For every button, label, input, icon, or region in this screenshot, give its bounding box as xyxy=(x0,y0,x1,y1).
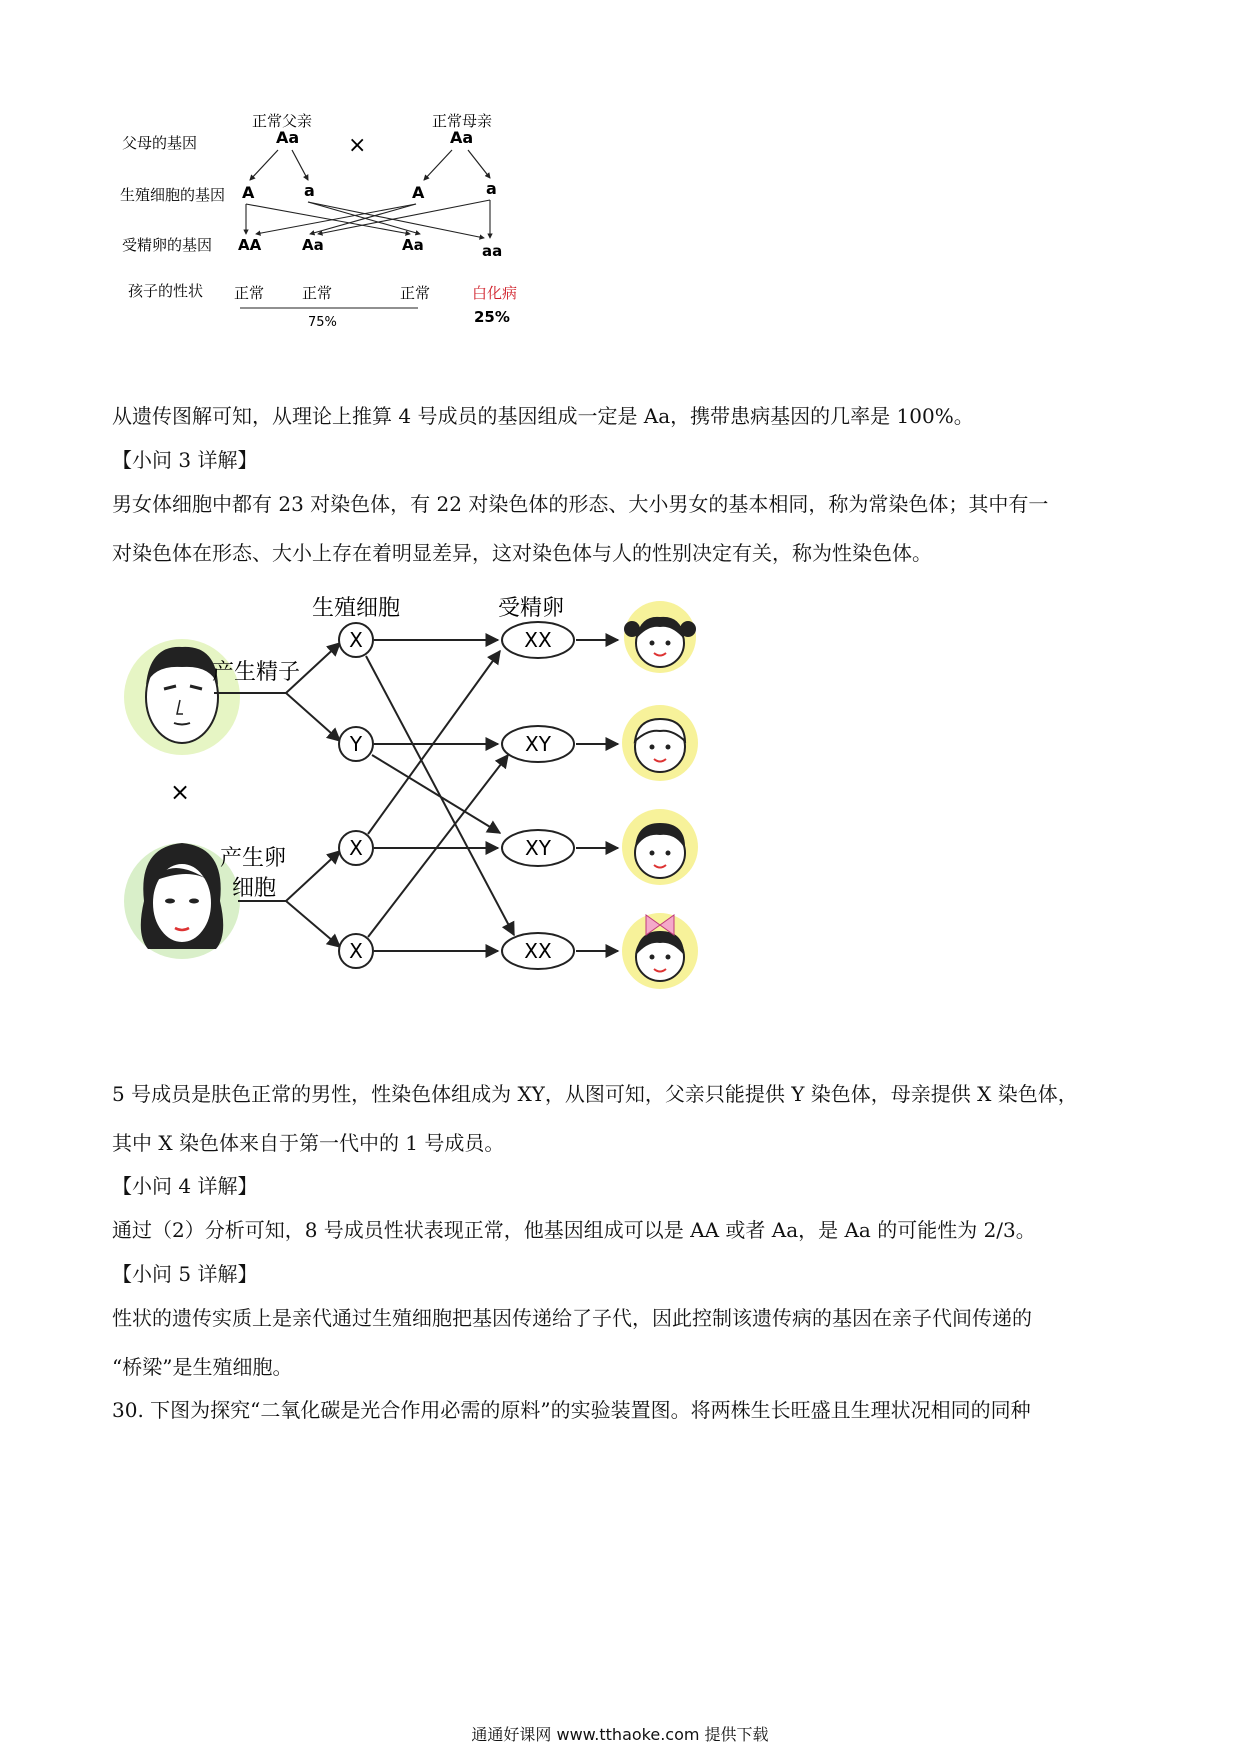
zygote-AA: AA xyxy=(238,236,262,254)
heading-q4: 【小问 4 详解】 xyxy=(112,1174,258,1198)
header-zygote: 受精卵 xyxy=(498,596,565,621)
row-label-zygotes: 受精卵的基因 xyxy=(122,236,213,254)
father-genotype: Aa xyxy=(276,128,300,147)
trait-normal-1: 正常 xyxy=(234,284,265,302)
father-face-icon xyxy=(124,639,240,755)
sperm-Y: Y xyxy=(349,732,363,756)
heading-q3: 【小问 3 详解】 xyxy=(112,448,258,472)
normal-percent: 75% xyxy=(308,315,337,330)
paragraph-germ-cells: 性状的遗传实质上是亲代通过生殖细胞把基因传递给了子代，因此控制该遗传病的基因在亲子代间传递的 “桥梁”是生殖细胞。 xyxy=(112,1306,1032,1379)
question-30: 30. 下图为探究“二氧化碳是光合作用必需的原料”的实验装置图。将两株生长旺盛且生理状况相同的同种 xyxy=(112,1398,1031,1422)
zygote-XY-2: XY xyxy=(525,836,551,860)
mother-produce-egg-label-2: 细胞 xyxy=(232,876,277,901)
page-footer: 通通好课网 www.tthaoke.com 提供下载 xyxy=(471,1725,769,1744)
paragraph-genotype-conclusion: 从遗传图解可知，从理论上推算 4 号成员的基因组成一定是 Aa，携带患病基因的几率是 100%。 xyxy=(112,404,974,428)
trait-normal-3: 正常 xyxy=(400,284,431,302)
zygote-XX-2: XX xyxy=(524,939,552,963)
zygote-aa: aa xyxy=(482,242,503,260)
row-label-parents: 父母的基因 xyxy=(122,134,198,152)
gamete-mother-A: A xyxy=(412,183,425,202)
albinism-cross-diagram xyxy=(120,110,600,380)
mother-produce-egg-label-1: 产生卵 xyxy=(220,846,287,871)
gamete-mother-a: a xyxy=(486,179,497,198)
row-label-gametes: 生殖细胞的基因 xyxy=(120,186,226,204)
zygote-XY-1: XY xyxy=(525,732,551,756)
father-produce-sperm-label: 产生精子 xyxy=(212,660,301,685)
girl-face-icon-2 xyxy=(622,913,698,989)
paragraph-chromosomes: 男女体细胞中都有 23 对染色体，有 22 对染色体的形态、大小男女的基本相同，称为常染色体；其中有一 对染色体在形态、大小上存在着明显差异，这对染色体与人的性别决定有关，称为性染色体。 xyxy=(112,492,1049,565)
father-title: 正常父亲 xyxy=(252,112,313,130)
sex-determination-diagram xyxy=(120,585,800,1005)
zygote-Aa-1: Aa xyxy=(302,236,324,254)
egg-X-2: X xyxy=(349,939,363,963)
cross-symbol: × xyxy=(348,133,367,158)
sperm-X: X xyxy=(349,628,363,652)
egg-X-1: X xyxy=(349,836,363,860)
header-gamete: 生殖细胞 xyxy=(312,596,401,621)
albino-percent: 25% xyxy=(474,308,510,326)
mother-genotype: Aa xyxy=(450,128,474,147)
trait-albino: 白化病 xyxy=(472,284,518,302)
boy-face-icon-2 xyxy=(622,809,698,885)
mother-title: 正常母亲 xyxy=(432,112,493,130)
row-label-traits: 孩子的性状 xyxy=(128,282,204,300)
heading-q5: 【小问 5 详解】 xyxy=(112,1262,258,1286)
paragraph-member5: 5 号成员是肤色正常的男性，性染色体组成为 XY，从图可知，父亲只能提供 Y 染色体，母亲提供 X 染色体， 其中 X 染色体来自于第一代中的 1 号成员。 xyxy=(112,1082,1078,1155)
gamete-father-a: a xyxy=(304,181,315,200)
cross-symbol-sex: × xyxy=(170,778,191,806)
zygote-XX-1: XX xyxy=(524,628,552,652)
trait-normal-2: 正常 xyxy=(302,284,333,302)
boy-face-icon xyxy=(622,705,698,781)
paragraph-member8: 通过（2）分析可知，8 号成员性状表现正常，他基因组成可以是 AA 或者 Aa，是 Aa 的可能性为 2/3。 xyxy=(112,1218,1036,1242)
girl-face-icon xyxy=(624,601,696,673)
gamete-father-A: A xyxy=(242,183,255,202)
zygote-Aa-2: Aa xyxy=(402,236,424,254)
